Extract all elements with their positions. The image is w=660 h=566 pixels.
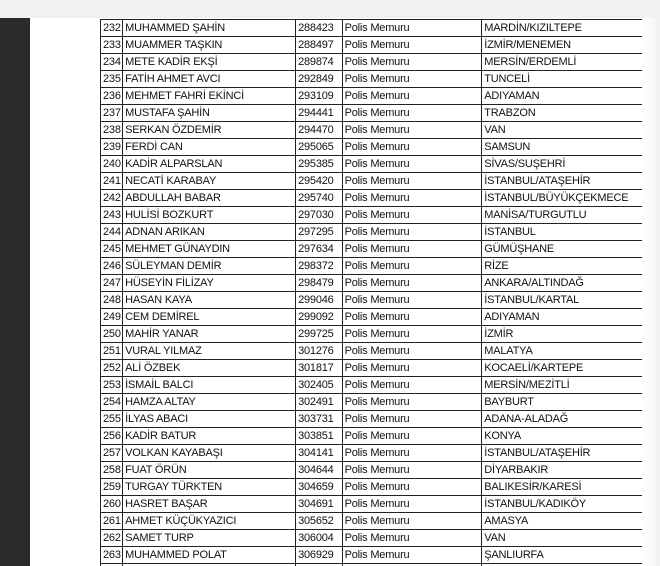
registry-number-cell: 294441 (296, 105, 343, 122)
row-number-cell: 241 (101, 173, 123, 190)
table-row (101, 530, 643, 547)
person-name-cell: İSMAİL BALCI (123, 377, 296, 394)
assigned-location-cell: VAN (482, 530, 642, 547)
assigned-location-cell: MERSİN/ERDEMLİ (482, 54, 642, 71)
job-title-cell: Polis Memuru (342, 513, 482, 530)
table-row (101, 394, 643, 411)
table-row (101, 309, 643, 326)
person-name-cell: MUSTAFA ŞAHİN (123, 105, 296, 122)
table-row (101, 173, 643, 190)
job-title-cell: Polis Memuru (342, 275, 482, 292)
registry-number-cell: 294470 (296, 122, 343, 139)
table-row (101, 377, 643, 394)
job-title-cell: Polis Memuru (342, 258, 482, 275)
table-row (101, 207, 643, 224)
registry-number-cell: 295420 (296, 173, 343, 190)
row-number-cell: 238 (101, 122, 123, 139)
registry-number-cell: 304691 (296, 496, 343, 513)
assigned-location-cell: RİZE (482, 258, 642, 275)
job-title-cell: Polis Memuru (342, 496, 482, 513)
assigned-location-cell: İZMİR/MENEMEN (482, 37, 642, 54)
registry-number-cell: 289874 (296, 54, 343, 71)
registry-number-cell: 298479 (296, 275, 343, 292)
job-title-cell: Polis Memuru (342, 377, 482, 394)
row-number-cell: 234 (101, 54, 123, 71)
table-row (101, 547, 643, 564)
registry-number-cell: 295385 (296, 156, 343, 173)
registry-number-cell: 303851 (296, 428, 343, 445)
person-name-cell: ABDULLAH BABAR (123, 190, 296, 207)
assigned-location-cell: MANİSA/TURGUTLU (482, 207, 642, 224)
job-title-cell: Polis Memuru (342, 122, 482, 139)
assigned-location-cell: TUNCELİ (482, 71, 642, 88)
assigned-location-cell: İZMİR (482, 326, 642, 343)
row-number-cell: 253 (101, 377, 123, 394)
person-name-cell: MUAMMER TAŞKIN (123, 37, 296, 54)
table-row (101, 445, 643, 462)
registry-number-cell: 302405 (296, 377, 343, 394)
table-row (101, 411, 643, 428)
job-title-cell: Polis Memuru (342, 54, 482, 71)
job-title-cell: Polis Memuru (342, 37, 482, 54)
table-row (101, 258, 643, 275)
job-title-cell: Polis Memuru (342, 139, 482, 156)
document-page (30, 18, 642, 566)
table-row (101, 224, 643, 241)
registry-number-cell: 288423 (296, 20, 343, 37)
row-number-cell: 251 (101, 343, 123, 360)
table-row (101, 513, 643, 530)
row-number-cell: 244 (101, 224, 123, 241)
job-title-cell: Polis Memuru (342, 411, 482, 428)
assigned-location-cell: DİYARBAKIR (482, 462, 642, 479)
person-name-cell: KADİR BATUR (123, 428, 296, 445)
row-number-cell: 250 (101, 326, 123, 343)
registry-number-cell: 297030 (296, 207, 343, 224)
job-title-cell: Polis Memuru (342, 20, 482, 37)
table-row (101, 462, 643, 479)
row-number-cell: 262 (101, 530, 123, 547)
job-title-cell: Polis Memuru (342, 88, 482, 105)
row-number-cell: 242 (101, 190, 123, 207)
job-title-cell: Polis Memuru (342, 547, 482, 564)
person-name-cell: HASAN KAYA (123, 292, 296, 309)
table-row (101, 496, 643, 513)
person-name-cell: HASRET BAŞAR (123, 496, 296, 513)
person-name-cell: KADİR ALPARSLAN (123, 156, 296, 173)
registry-number-cell: 303731 (296, 411, 343, 428)
table-row (101, 292, 643, 309)
table-row (101, 54, 643, 71)
row-number-cell: 247 (101, 275, 123, 292)
job-title-cell: Polis Memuru (342, 309, 482, 326)
job-title-cell: Polis Memuru (342, 207, 482, 224)
registry-number-cell: 299092 (296, 309, 343, 326)
personnel-table-body (101, 20, 643, 566)
row-number-cell: 240 (101, 156, 123, 173)
job-title-cell: Polis Memuru (342, 173, 482, 190)
row-number-cell: 256 (101, 428, 123, 445)
job-title-cell: Polis Memuru (342, 360, 482, 377)
table-row (101, 105, 643, 122)
registry-number-cell: 295065 (296, 139, 343, 156)
row-number-cell: 239 (101, 139, 123, 156)
assigned-location-cell: BALIKESİR/KARESİ (482, 479, 642, 496)
viewer-right-margin (642, 18, 660, 566)
assigned-location-cell: MARDİN/KIZILTEPE (482, 20, 642, 37)
job-title-cell: Polis Memuru (342, 105, 482, 122)
person-name-cell: AHMET KÜÇÜKYAZICI (123, 513, 296, 530)
registry-number-cell: 304644 (296, 462, 343, 479)
job-title-cell: Polis Memuru (342, 190, 482, 207)
person-name-cell: MUHAMMED POLAT (123, 547, 296, 564)
assigned-location-cell: İSTANBUL (482, 224, 642, 241)
person-name-cell: NECATİ KARABAY (123, 173, 296, 190)
registry-number-cell: 305652 (296, 513, 343, 530)
assigned-location-cell: İSTANBUL/BÜYÜKÇEKMECE (482, 190, 642, 207)
registry-number-cell: 295740 (296, 190, 343, 207)
job-title-cell: Polis Memuru (342, 394, 482, 411)
person-name-cell: ALİ ÖZBEK (123, 360, 296, 377)
row-number-cell: 236 (101, 88, 123, 105)
job-title-cell: Polis Memuru (342, 445, 482, 462)
registry-number-cell: 304141 (296, 445, 343, 462)
assigned-location-cell: ANKARA/ALTINDAĞ (482, 275, 642, 292)
person-name-cell: SÜLEYMAN DEMİR (123, 258, 296, 275)
job-title-cell: Polis Memuru (342, 224, 482, 241)
assigned-location-cell: MERSİN/MEZİTLİ (482, 377, 642, 394)
table-row (101, 360, 643, 377)
table-row (101, 37, 643, 54)
row-number-cell: 248 (101, 292, 123, 309)
table-row (101, 122, 643, 139)
person-name-cell: FUAT ÖRÜN (123, 462, 296, 479)
row-number-cell: 254 (101, 394, 123, 411)
personnel-table (100, 19, 642, 566)
person-name-cell: HAMZA ALTAY (123, 394, 296, 411)
registry-number-cell: 293109 (296, 88, 343, 105)
table-row (101, 479, 643, 496)
table-row (101, 428, 643, 445)
job-title-cell: Polis Memuru (342, 479, 482, 496)
registry-number-cell: 297295 (296, 224, 343, 241)
registry-number-cell: 298372 (296, 258, 343, 275)
viewer-top-bar (0, 0, 660, 19)
row-number-cell: 233 (101, 37, 123, 54)
job-title-cell: Polis Memuru (342, 343, 482, 360)
assigned-location-cell: İSTANBUL/KADIKÖY (482, 496, 642, 513)
registry-number-cell: 292849 (296, 71, 343, 88)
registry-number-cell: 288497 (296, 37, 343, 54)
assigned-location-cell: ADIYAMAN (482, 88, 642, 105)
job-title-cell: Polis Memuru (342, 462, 482, 479)
job-title-cell: Polis Memuru (342, 326, 482, 343)
registry-number-cell: 299046 (296, 292, 343, 309)
row-number-cell: 261 (101, 513, 123, 530)
job-title-cell: Polis Memuru (342, 428, 482, 445)
person-name-cell: FATİH AHMET AVCI (123, 71, 296, 88)
table-row (101, 88, 643, 105)
row-number-cell: 260 (101, 496, 123, 513)
row-number-cell: 258 (101, 462, 123, 479)
person-name-cell: METE KADİR EKŞİ (123, 54, 296, 71)
person-name-cell: ADNAN ARIKAN (123, 224, 296, 241)
assigned-location-cell: GÜMÜŞHANE (482, 241, 642, 258)
row-number-cell: 249 (101, 309, 123, 326)
person-name-cell: SAMET TURP (123, 530, 296, 547)
row-number-cell: 246 (101, 258, 123, 275)
row-number-cell: 232 (101, 20, 123, 37)
assigned-location-cell: VAN (482, 122, 642, 139)
assigned-location-cell: AMASYA (482, 513, 642, 530)
assigned-location-cell: ADIYAMAN (482, 309, 642, 326)
job-title-cell: Polis Memuru (342, 71, 482, 88)
person-name-cell: TURGAY TÜRKTEN (123, 479, 296, 496)
registry-number-cell: 302491 (296, 394, 343, 411)
person-name-cell: MEHMET GÜNAYDIN (123, 241, 296, 258)
person-name-cell: HÜSEYİN FİLİZAY (123, 275, 296, 292)
assigned-location-cell: ADANA-ALADAĞ (482, 411, 642, 428)
row-number-cell: 243 (101, 207, 123, 224)
person-name-cell: VOLKAN KAYABAŞI (123, 445, 296, 462)
row-number-cell: 259 (101, 479, 123, 496)
person-name-cell: SERKAN ÖZDEMİR (123, 122, 296, 139)
row-number-cell: 235 (101, 71, 123, 88)
viewer-left-margin (0, 18, 30, 566)
row-number-cell: 263 (101, 547, 123, 564)
person-name-cell: İLYAS ABACI (123, 411, 296, 428)
assigned-location-cell: SİVAS/SUŞEHRİ (482, 156, 642, 173)
row-number-cell: 245 (101, 241, 123, 258)
table-row (101, 343, 643, 360)
registry-number-cell: 304659 (296, 479, 343, 496)
assigned-location-cell: TRABZON (482, 105, 642, 122)
job-title-cell: Polis Memuru (342, 292, 482, 309)
job-title-cell: Polis Memuru (342, 156, 482, 173)
registry-number-cell: 301276 (296, 343, 343, 360)
assigned-location-cell: İSTANBUL/ATAŞEHİR (482, 445, 642, 462)
person-name-cell: MUHAMMED ŞAHİN (123, 20, 296, 37)
row-number-cell: 252 (101, 360, 123, 377)
assigned-location-cell: İSTANBUL/KARTAL (482, 292, 642, 309)
person-name-cell: FERDİ CAN (123, 139, 296, 156)
registry-number-cell: 301817 (296, 360, 343, 377)
table-row (101, 20, 643, 37)
assigned-location-cell: ŞANLIURFA (482, 547, 642, 564)
registry-number-cell: 306004 (296, 530, 343, 547)
registry-number-cell: 299725 (296, 326, 343, 343)
assigned-location-cell: KONYA (482, 428, 642, 445)
row-number-cell: 257 (101, 445, 123, 462)
assigned-location-cell: BAYBURT (482, 394, 642, 411)
person-name-cell: VURAL YILMAZ (123, 343, 296, 360)
assigned-location-cell: KOCAELİ/KARTEPE (482, 360, 642, 377)
person-name-cell: MEHMET FAHRİ EKİNCİ (123, 88, 296, 105)
table-row (101, 156, 643, 173)
assigned-location-cell: MALATYA (482, 343, 642, 360)
table-row (101, 241, 643, 258)
assigned-location-cell: İSTANBUL/ATAŞEHİR (482, 173, 642, 190)
person-name-cell: CEM DEMİREL (123, 309, 296, 326)
job-title-cell: Polis Memuru (342, 241, 482, 258)
job-title-cell: Polis Memuru (342, 530, 482, 547)
registry-number-cell: 306929 (296, 547, 343, 564)
table-row (101, 71, 643, 88)
row-number-cell: 237 (101, 105, 123, 122)
assigned-location-cell: SAMSUN (482, 139, 642, 156)
person-name-cell: MAHİR YANAR (123, 326, 296, 343)
table-row (101, 139, 643, 156)
table-row (101, 275, 643, 292)
registry-number-cell: 297634 (296, 241, 343, 258)
person-name-cell: HULİSİ BOZKURT (123, 207, 296, 224)
row-number-cell: 255 (101, 411, 123, 428)
table-row (101, 190, 643, 207)
table-row (101, 326, 643, 343)
